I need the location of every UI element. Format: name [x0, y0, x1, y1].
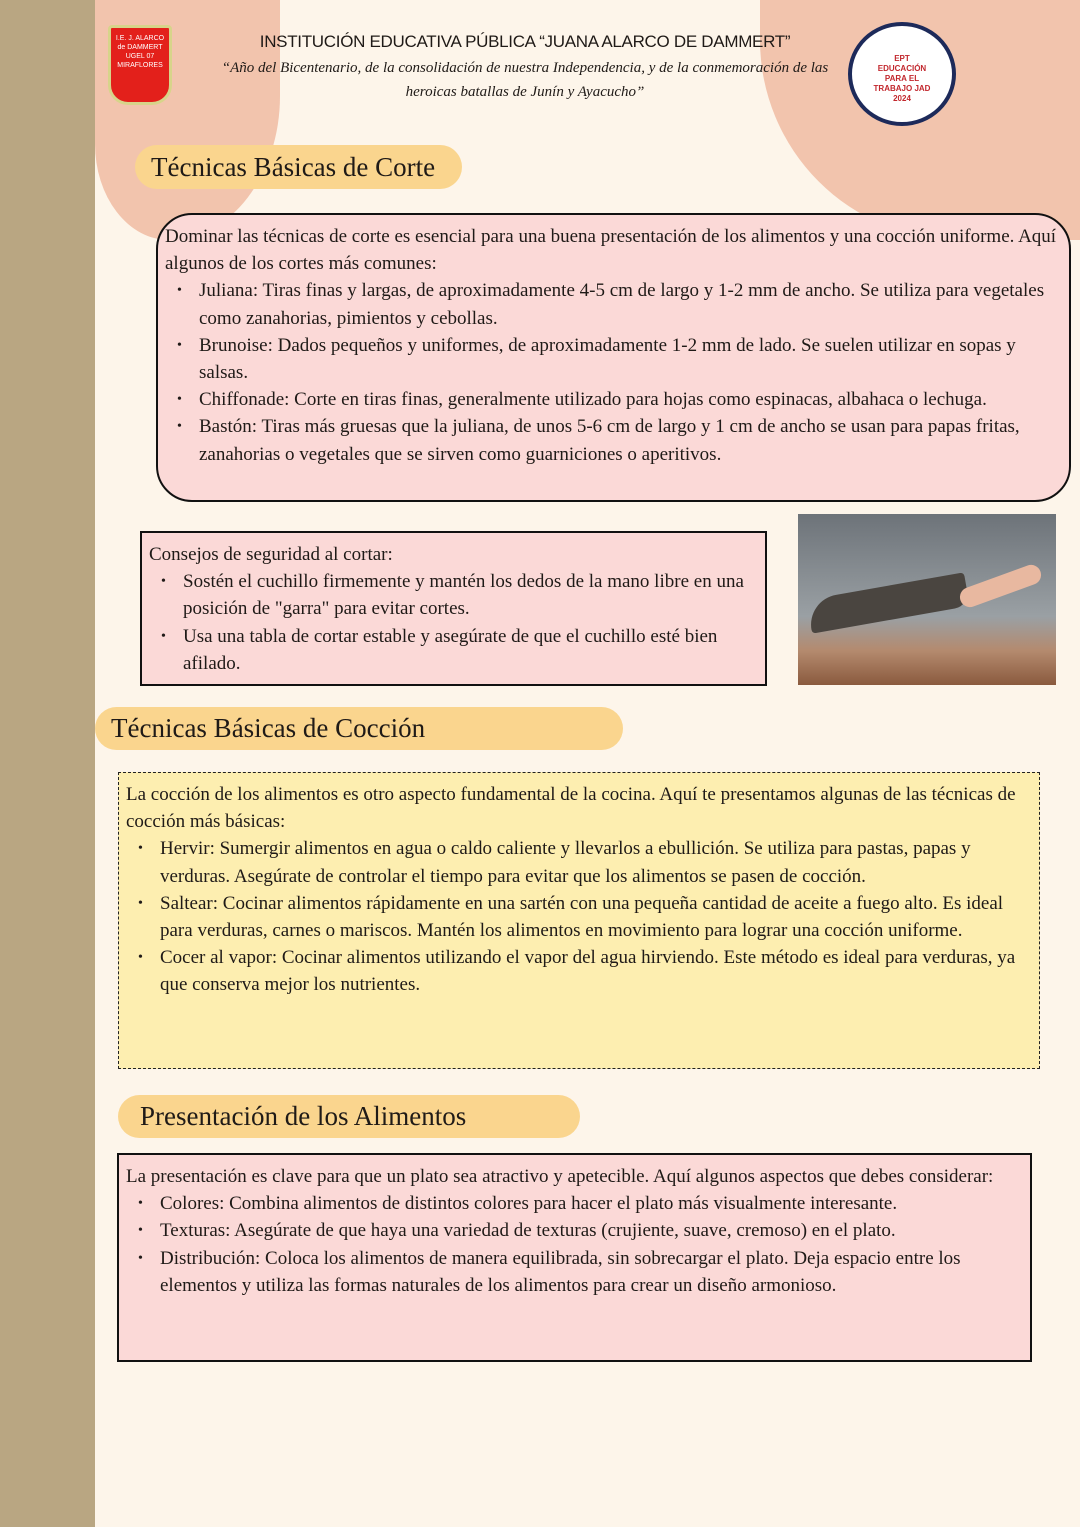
year-motto: “Año del Bicentenario, de la consolidación de nuestra Independencia, y de la conmemoración de las heroicas batallas de Junín y Ayacucho”: [221, 60, 829, 100]
list-item: • Distribución: Coloca los alimentos de manera equilibrada, sin sobrecargar el plato. Deja espacio entre los elementos y utiliza las formas naturales de los alimentos para crear un diseño armonioso.: [160, 1245, 1022, 1299]
section-title-corte: Técnicas Básicas de Corte: [135, 145, 462, 189]
seguridad-box: [140, 531, 767, 686]
list-item: • Texturas: Asegúrate de que haya una variedad de texturas (crujiente, suave, cremoso) en el plato.: [160, 1217, 1022, 1244]
school-crest-text: I.E. J. ALARCO de DAMMERT UGEL 07 MIRAFLORES: [115, 35, 165, 69]
ept-logo-text: EPT EDUCACIÓN PARA EL TRABAJO JAD 2024: [873, 54, 931, 103]
list-item: • Juliana: Tiras finas y largas, de aproximadamente 4-5 cm de largo y 1-2 mm de ancho. Se utiliza para vegetales como zanahorias, pimientos y cebollas.: [199, 277, 1057, 331]
coccion-intro: La cocción de los alimentos es otro aspecto fundamental de la cocina. Aquí te presentamos algunas de las técnicas de cocción más básicas:: [126, 784, 1016, 833]
list-item: • Cocer al vapor: Cocinar alimentos utilizando el vapor del agua hirviendo. Este método es ideal para verduras, ya que conserva mejor los nutrientes.: [160, 944, 1031, 998]
knife-photo: [798, 514, 1056, 685]
list-item: • Bastón: Tiras más gruesas que la juliana, de unos 5-6 cm de largo y 1 cm de ancho se usan para papas fritas, zanahorias o vegetales que se sirven como guarniciones o aperitivos.: [199, 413, 1057, 467]
coccion-box: [118, 772, 1040, 1069]
corte-intro: Dominar las técnicas de corte es esencial para una buena presentación de los alimentos y una cocción uniforme. Aquí algunos de los cortes más comunes:: [165, 226, 1057, 275]
list-item: • Chiffonade: Corte en tiras finas, generalmente utilizado para hojas como espinacas, albahaca o lechuga.: [199, 386, 1057, 413]
hand: [957, 562, 1044, 610]
corte-box: [156, 213, 1071, 502]
section-title-presentacion: Presentación de los Alimentos: [118, 1095, 580, 1138]
list-item: • Sostén el cuchillo firmemente y mantén los dedos de la mano libre en una posición de "garra" para evitar cortes.: [183, 568, 757, 622]
school-crest-logo: [108, 25, 172, 105]
list-item: • Usa una tabla de cortar estable y asegúrate de que el cuchillo esté bien afilado.: [183, 623, 757, 677]
seguridad-intro: Consejos de seguridad al cortar:: [149, 544, 393, 565]
presentacion-intro: La presentación es clave para que un plato sea atractivo y apetecible. Aquí algunos aspectos que debes considerar:: [126, 1166, 994, 1187]
list-item: • Saltear: Cocinar alimentos rápidamente en una sartén con una pequeña cantidad de aceite a fuego alto. Es ideal para verduras, carnes o mariscos. Mantén los alimentos en movimiento para lograr una cocción uniforme.: [160, 890, 1031, 944]
section-title-coccion: Técnicas Básicas de Cocción: [95, 707, 623, 750]
list-item: • Colores: Combina alimentos de distintos colores para hacer el plato más visualmente interesante.: [160, 1190, 1022, 1217]
presentacion-box: [117, 1153, 1032, 1362]
left-decorative-strip: [0, 0, 95, 1527]
institution-name: INSTITUCIÓN EDUCATIVA PÚBLICA “JUANA ALARCO DE DAMMERT”: [259, 32, 791, 51]
list-item: • Brunoise: Dados pequeños y uniformes, de aproximadamente 1-2 mm de lado. Se suelen utilizar en sopas y salsas.: [199, 332, 1057, 386]
knife-blade: [806, 572, 969, 633]
list-item: • Hervir: Sumergir alimentos en agua o caldo caliente y llevarlos a ebullición. Se utiliza para pastas, papas y verduras. Asegúrate de controlar el tiempo para evitar que los alimentos se pasen de cocción.: [160, 835, 1031, 889]
ept-logo: [848, 22, 956, 126]
